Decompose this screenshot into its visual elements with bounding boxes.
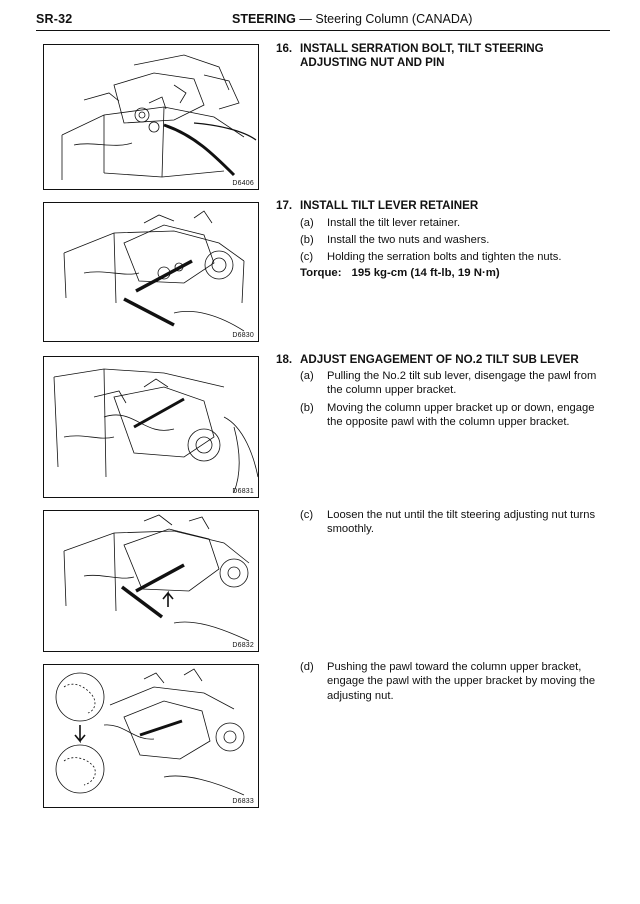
header-rule xyxy=(36,30,610,31)
illustration-tilt-sub-lever xyxy=(44,357,258,497)
substep-label: (b) xyxy=(300,234,314,246)
substep-label: (c) xyxy=(300,251,314,263)
figure-d6832 xyxy=(43,510,259,652)
illustration-pawl-engagement xyxy=(44,665,258,807)
substep-label: (a) xyxy=(300,217,314,229)
substep-text: Install the two nuts and washers. xyxy=(327,234,490,246)
step-18 xyxy=(276,353,606,369)
section-title xyxy=(232,12,472,26)
illustration-serration-bolt xyxy=(44,45,258,189)
title-separator: — xyxy=(295,12,316,26)
substep-18b xyxy=(300,401,600,431)
substep-label: (c) xyxy=(300,509,314,521)
step-title: ADJUST ENGAGEMENT OF NO.2 TILT SUB LEVER xyxy=(300,353,579,366)
torque-spec xyxy=(300,267,500,279)
page-header xyxy=(36,12,610,30)
step-16 xyxy=(276,42,606,72)
page-code: SR-32 xyxy=(36,12,73,26)
substep-text: Moving the column upper bracket up or down, engage the opposite pawl with the column upper bracket. xyxy=(327,402,595,429)
substep-17c xyxy=(300,250,600,265)
illustration-adjusting-nut xyxy=(44,511,258,651)
torque-label: Torque: xyxy=(300,267,342,279)
figure-d6833 xyxy=(43,664,259,808)
step-number: 17. xyxy=(276,199,293,212)
substep-17b xyxy=(300,233,600,248)
substep-17a xyxy=(300,216,600,231)
figure-code: D6831 xyxy=(232,488,254,495)
substep-18d xyxy=(300,660,600,705)
substep-label: (b) xyxy=(300,402,314,414)
substep-label: (a) xyxy=(300,370,314,382)
substep-text: Install the tilt lever retainer. xyxy=(327,217,461,229)
step-title: INSTALL TILT LEVER RETAINER xyxy=(300,199,479,212)
figure-code: D6830 xyxy=(232,332,254,339)
step-number: 16. xyxy=(276,42,293,55)
step-number: 18. xyxy=(276,353,293,366)
substep-text: Pulling the No.2 tilt sub lever, disengage the pawl from the column upper bracket. xyxy=(327,370,597,397)
step-title: INSTALL SERRATION BOLT, TILT STEERING ADJUSTING NUT AND PIN xyxy=(300,42,544,69)
figure-d6831 xyxy=(43,356,259,498)
illustration-tilt-lever-retainer xyxy=(44,203,258,341)
figure-d6830 xyxy=(43,202,259,342)
step-17 xyxy=(276,199,606,215)
substep-18a xyxy=(300,369,600,399)
section-name: STEERING xyxy=(232,12,296,26)
figure-d6406 xyxy=(43,44,259,190)
figure-code: D6833 xyxy=(232,798,254,805)
torque-value: 195 kg-cm (14 ft-lb, 19 N·m) xyxy=(351,267,500,279)
figure-code: D6406 xyxy=(232,180,254,187)
section-subtitle: Steering Column (CANADA) xyxy=(315,12,473,26)
substep-text: Pushing the pawl toward the column upper bracket, engage the pawl with the upper bracket by moving the adjusting nut. xyxy=(327,661,596,702)
substep-text: Loosen the nut until the tilt steering adjusting nut turns smoothly. xyxy=(327,509,596,536)
substep-text: Holding the serration bolts and tighten the nuts. xyxy=(327,251,562,263)
substep-label: (d) xyxy=(300,661,314,673)
figure-code: D6832 xyxy=(232,642,254,649)
substep-18c xyxy=(300,508,600,538)
